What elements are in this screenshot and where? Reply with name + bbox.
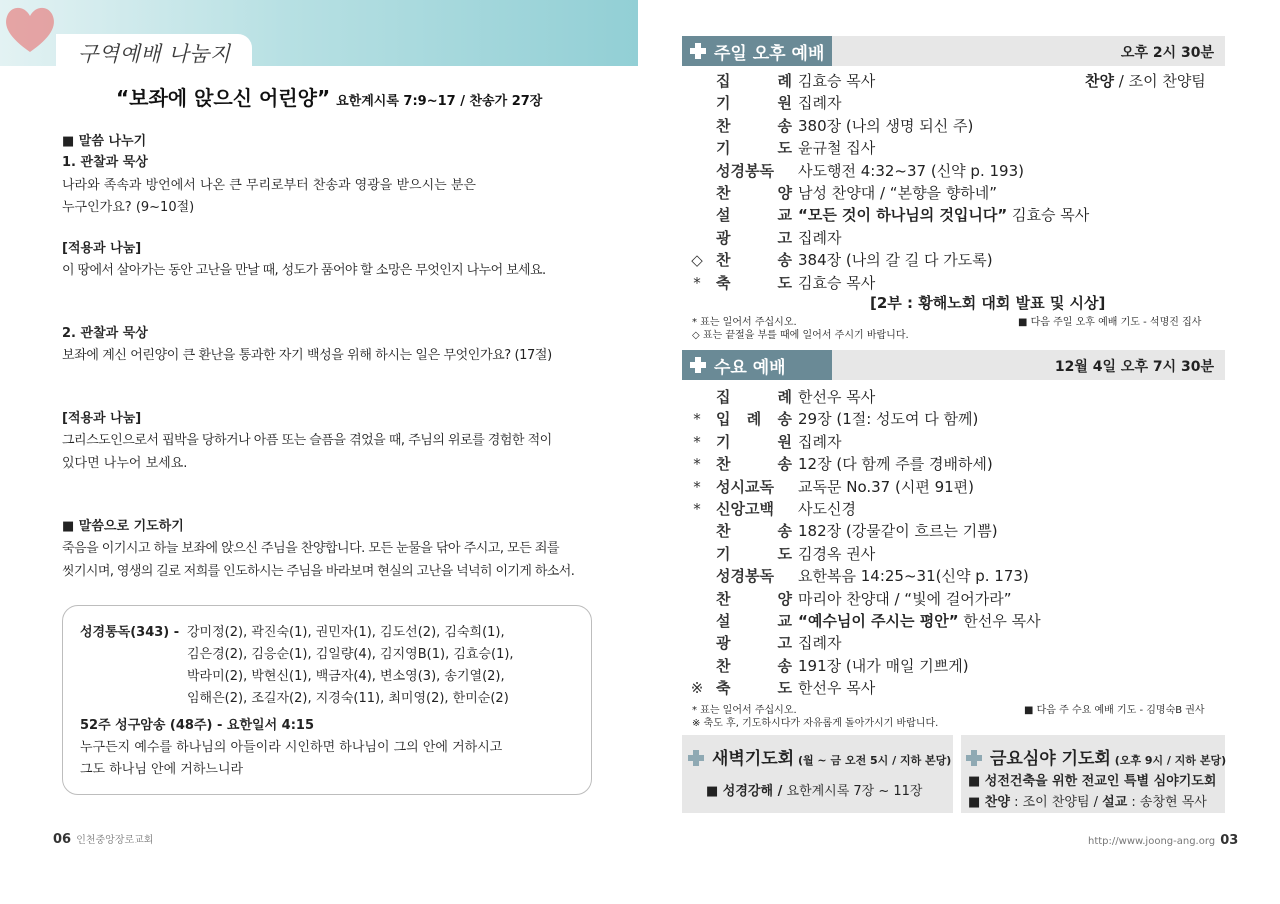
row-value — [798, 137, 875, 159]
row-value — [798, 610, 1041, 632]
cross-icon — [690, 43, 706, 59]
wednesday-row — [690, 386, 1220, 408]
row-value-text: 집례자 — [798, 228, 842, 247]
wednesday-row — [690, 476, 1220, 498]
bible-reading-names: 강미정(2), 곽진숙(1), 권민자(1), 김도선(2), 김숙희(1), — [187, 625, 505, 640]
wednesday-row — [690, 565, 1220, 587]
bible-reading-label: 성경통독(343) - — [80, 625, 180, 640]
row-marker: * — [693, 477, 701, 496]
row-marker: ※ — [690, 679, 704, 698]
wednesday-row — [690, 632, 1220, 654]
row-label: 기 원 — [716, 432, 792, 451]
sharing-heading: ■ 말씀 나누기 — [62, 134, 147, 149]
row-marker: * — [693, 273, 701, 292]
row-marker: ◇ — [691, 251, 703, 270]
row-value-text: 한선우 목사 — [798, 679, 876, 698]
wednesday-row — [690, 453, 1220, 475]
choir-label: 찬양 — [1085, 72, 1114, 90]
friday-sermon-label: 설교 — [1102, 795, 1128, 810]
row-label: 집 례 — [716, 388, 792, 406]
row-value — [798, 677, 875, 699]
memory-verse-text: 누구든지 예수를 하나님의 아들이라 시인하면 하나님이 그의 안에 거하시고 — [80, 740, 503, 755]
row-label: 찬 양 — [716, 184, 792, 202]
row-label: 찬 송 — [716, 455, 792, 474]
row-value — [798, 431, 841, 453]
row-value-text: 29장 (1절: 성도여 다 함께) — [798, 410, 979, 429]
row-marker: * — [693, 500, 701, 518]
wednesday-row — [690, 677, 1220, 699]
sunday-row — [690, 92, 1220, 114]
question1-text: 나라와 족속과 방언에서 나온 큰 무리로부터 찬송과 영광을 받으시는 분은 — [62, 178, 476, 193]
row-label: 기 원 — [716, 94, 792, 113]
row-label: 축 도 — [716, 273, 792, 292]
prayer-text: 죽음을 이기시고 하늘 보좌에 앉으신 주님을 찬양합니다. 모든 눈물을 닦아 주시고, 모든 죄를 — [62, 541, 559, 556]
sunday-row — [690, 204, 1220, 226]
row-value-text: 집례자 — [798, 94, 842, 113]
dawn-prayer-detail-text: 요한계시록 7장 ~ 11장 — [782, 784, 923, 799]
right-footer — [1088, 829, 1238, 848]
row-label: 입 례 송 — [716, 410, 792, 429]
row-value — [798, 476, 974, 498]
wednesday-row — [690, 655, 1220, 677]
row-value-text: 한선우 목사 — [798, 388, 876, 406]
cross-icon — [690, 357, 706, 373]
sermon-reference: 요한계시록 7:9~17 / 찬송가 27장 — [336, 94, 543, 109]
row-value-text: 한선우 목사 — [958, 612, 1041, 630]
sunday-order-list — [690, 70, 1220, 310]
row-value-text: 191장 (내가 매일 기쁘게) — [798, 656, 969, 675]
row-value — [798, 543, 875, 565]
row-label: 찬 송 — [716, 522, 792, 541]
row-label: 성시교독 — [716, 477, 774, 496]
cross-icon — [966, 750, 982, 766]
dawn-prayer-detail-label: ■ 성경강해 / — [706, 784, 783, 799]
row-value — [798, 408, 978, 430]
choir-value: / 조이 찬양팀 — [1113, 72, 1206, 90]
application1-heading: [적용과 나눔] — [62, 241, 142, 256]
row-marker: * — [693, 455, 701, 474]
row-label: 성경봉독 — [716, 161, 774, 180]
row-value — [798, 70, 875, 92]
wednesday-service-time: 12월 4일 오후 7시 30분 — [1054, 359, 1214, 375]
sunday-service-tab — [682, 36, 832, 66]
application2-text: 그리스도인으로서 핍박을 당하거나 아픔 또는 슬픔을 겪었을 때, 주님의 위로를 경험한 적이 — [62, 433, 552, 448]
row-value-text: 384장 (나의 갈 길 다 가도록) — [798, 251, 993, 270]
sunday-service-title: 주일 오후 예배 — [714, 43, 825, 64]
right-page-number: 03 — [1220, 833, 1239, 848]
row-value — [798, 92, 841, 114]
friday-prayer-schedule: (오후 9시 / 지하 본당) — [1110, 754, 1227, 767]
sunday-next-prayer: ■ 다음 주일 오후 예배 기도 - 석명진 집사 — [1018, 317, 1202, 328]
row-value — [798, 655, 969, 677]
prayer-heading: ■ 말씀으로 기도하기 — [62, 519, 184, 534]
sunday-row — [690, 227, 1220, 249]
knitted-heart-icon — [0, 0, 60, 60]
wednesday-service-title: 수요 예배 — [714, 357, 786, 378]
bible-reading-names: 임해은(2), 조길자(2), 지경숙(11), 최미영(2), 한미순(2) — [187, 691, 509, 706]
sermon-title-text: “보좌에 앉으신 어린양” — [116, 86, 331, 110]
friday-praise-label: ■ 찬양 — [968, 795, 1010, 810]
row-value-text: 김효승 목사 — [798, 72, 876, 90]
friday-prayer-line2 — [968, 791, 1207, 810]
memory-verse-text: 그도 하나님 안에 거하느니라 — [80, 762, 244, 777]
row-value — [798, 204, 1089, 226]
question2-heading: 2. 관찰과 묵상 — [62, 326, 148, 341]
sunday-service-time: 오후 2시 30분 — [1120, 45, 1214, 61]
row-value — [798, 498, 856, 520]
choir-info — [1085, 70, 1206, 92]
row-value-text: 김경옥 권사 — [798, 544, 876, 563]
wednesday-row — [690, 588, 1220, 610]
row-label: 설 교 — [716, 612, 792, 630]
question1-text: 누구인가요? (9~10절) — [62, 200, 195, 215]
row-marker: * — [693, 410, 701, 429]
row-value — [798, 227, 841, 249]
row-value-text: 사도행전 4:32~37 (신약 p. 193) — [798, 161, 1024, 180]
row-value — [798, 588, 1012, 610]
wednesday-note: ※ 축도 후, 기도하시다가 자유롭게 돌아가시기 바랍니다. — [692, 718, 939, 729]
row-value-text: 380장 (나의 생명 되신 주) — [798, 116, 974, 135]
wednesday-row — [690, 498, 1220, 520]
row-label: 광 고 — [716, 634, 792, 653]
row-value — [798, 115, 973, 137]
friday-prayer-title — [966, 744, 1226, 769]
row-value-text: 김효승 목사 — [1007, 206, 1090, 225]
row-value-text: 요한복음 14:25~31(신약 p. 173) — [798, 567, 1029, 586]
sermon-title — [116, 82, 542, 111]
question1-heading: 1. 관찰과 묵상 — [62, 155, 148, 170]
row-label: 찬 송 — [716, 116, 792, 135]
application2-heading: [적용과 나눔] — [62, 411, 142, 426]
row-label: 성경봉독 — [716, 567, 774, 586]
dawn-prayer-detail — [706, 780, 922, 799]
friday-prayer-name: 금요심야 기도회 — [990, 749, 1111, 769]
prayer-text: 씻기시며, 영생의 길로 저희를 인도하시는 주님을 바라보며 현실의 고난을 넉넉히 이기게 하소서. — [62, 564, 575, 579]
row-value — [798, 520, 998, 542]
friday-sermon-value: : 송창현 목사 — [1127, 795, 1207, 810]
row-label: 찬 양 — [716, 589, 792, 608]
cross-icon — [688, 750, 704, 766]
row-value — [798, 386, 875, 408]
row-value — [798, 160, 1024, 182]
row-label: 축 도 — [716, 679, 792, 698]
row-value-text: 교독문 No.37 (시편 91편) — [798, 477, 975, 496]
row-value-text: 마리아 찬양대 / “빛에 걸어가라” — [798, 589, 1012, 608]
friday-prayer-line1: ■ 성전건축을 위한 전교인 특별 심야기도회 — [968, 774, 1217, 789]
wednesday-row — [690, 520, 1220, 542]
bible-reading-names: 박라미(2), 박현신(1), 백금자(4), 변소영(3), 송기열(2), — [187, 669, 505, 684]
row-value-text: 집례자 — [798, 432, 842, 451]
row-label: 기 도 — [716, 139, 792, 158]
sunday-note: * 표는 일어서 주십시오. — [692, 317, 797, 328]
row-value — [798, 565, 1029, 587]
row-value — [798, 182, 997, 204]
row-label: 광 고 — [716, 228, 792, 247]
row-label: 찬 송 — [716, 251, 792, 270]
row-value — [798, 632, 841, 654]
row-label: 기 도 — [716, 544, 792, 563]
wednesday-note: * 표는 일어서 주십시오. — [692, 705, 797, 716]
row-value-text: 남성 찬양대 / “본향을 향하네” — [798, 184, 998, 202]
row-label: 신앙고백 — [716, 500, 774, 518]
dawn-prayer-name: 새벽기도회 — [712, 749, 795, 769]
sermon-title-bold: “모든 것이 하나님의 것입니다” — [798, 206, 1008, 225]
sermon-title-bold: “예수님이 주시는 평안” — [798, 612, 959, 630]
row-value-text: 182장 (강물같이 흐르는 기쁨) — [798, 522, 998, 541]
row-value-text: 윤규철 집사 — [798, 139, 876, 158]
wednesday-row — [690, 431, 1220, 453]
sunday-row — [690, 137, 1220, 159]
left-footer — [53, 828, 153, 847]
row-value-text: 12장 (다 함께 주를 경배하세) — [798, 455, 993, 474]
memory-verse-heading: 52주 성구암송 (48주) - 요한일서 4:15 — [80, 718, 315, 733]
page-title: 구역예배 나눔지 — [78, 42, 231, 66]
row-value-text: 사도신경 — [798, 500, 856, 518]
wednesday-service-tab — [682, 350, 832, 380]
application1-text: 이 땅에서 살아가는 동안 고난을 만날 때, 성도가 품어야 할 소망은 무엇인지 나누어 보세요. — [62, 263, 546, 278]
friday-praise-value: : 조이 찬양팀 / — [1009, 795, 1103, 810]
row-label: 찬 송 — [716, 656, 792, 675]
sunday-row — [690, 115, 1220, 137]
part2-notice: [2부 : 황해노회 대회 발표 및 시상] — [870, 294, 1106, 312]
sunday-note: ◇ 표는 끝절을 부를 때에 일어서 주시기 바랍니다. — [692, 330, 909, 341]
row-value — [798, 249, 993, 271]
sunday-row — [690, 160, 1220, 182]
wednesday-next-prayer: ■ 다음 주 수요 예배 기도 - 김명숙B 권사 — [1024, 705, 1205, 716]
wednesday-row — [690, 610, 1220, 632]
row-value — [798, 272, 875, 294]
application2-text: 있다면 나누어 보세요. — [62, 456, 188, 471]
row-value-text: 김효승 목사 — [798, 273, 876, 292]
dawn-prayer-schedule: (월 ~ 금 오전 5시 / 지하 본당) — [794, 754, 952, 767]
sunday-row — [690, 249, 1220, 271]
dawn-prayer-title — [688, 744, 951, 769]
church-url: http://www.joong-ang.org — [1088, 836, 1216, 847]
row-value-text: 집례자 — [798, 634, 842, 653]
row-label: 집 례 — [716, 72, 792, 90]
left-page-number: 06 — [53, 832, 72, 847]
question2-text: 보좌에 계신 어린양이 큰 환난을 통과한 자기 백성을 위해 하시는 일은 무엇인가요? (17절) — [62, 348, 552, 363]
row-marker: * — [693, 432, 701, 451]
wednesday-order-list — [690, 386, 1220, 696]
sunday-row — [690, 272, 1220, 294]
wednesday-row — [690, 543, 1220, 565]
bible-reading-names: 김은경(2), 김응순(1), 김일량(4), 김지영B(1), 김효승(1), — [187, 647, 514, 662]
row-label: 설 교 — [716, 206, 792, 225]
row-value — [798, 453, 993, 475]
sunday-row — [690, 182, 1220, 204]
church-name: 인천중앙장로교회 — [76, 835, 154, 846]
wednesday-row — [690, 408, 1220, 430]
